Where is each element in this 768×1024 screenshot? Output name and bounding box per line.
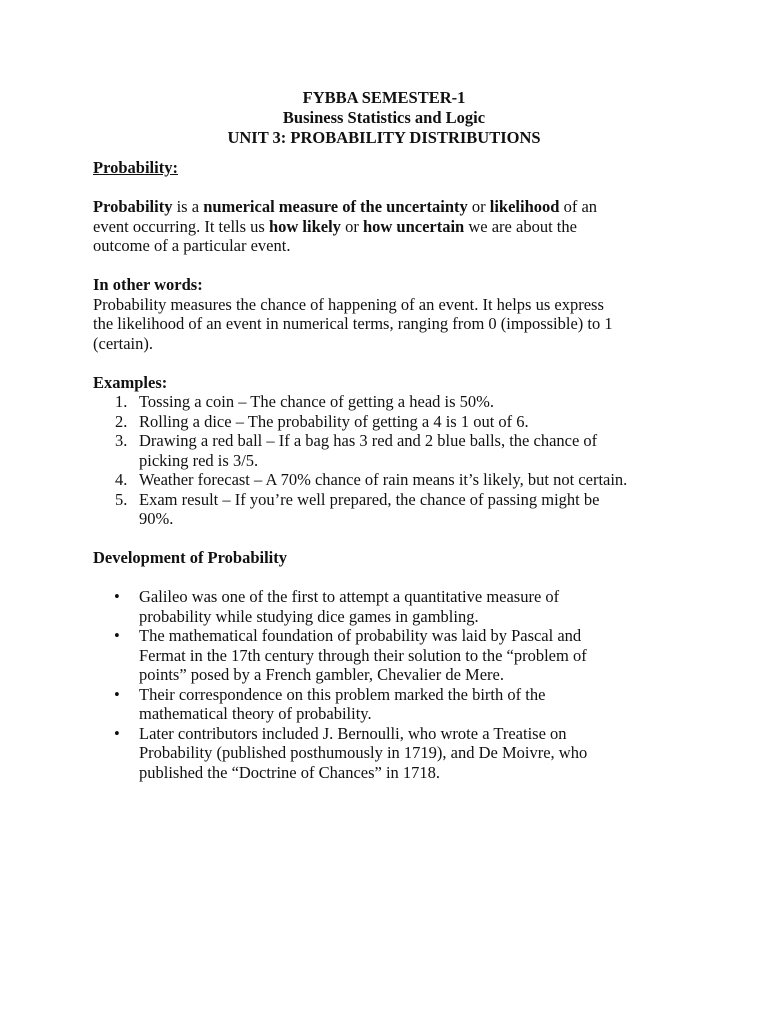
unit-title: UNIT 3: PROBABILITY DISTRIBUTIONS [227,128,541,147]
development-section [93,548,693,782]
list-item [93,490,693,529]
list-item-text: mathematical theory of probability. [139,704,372,723]
other-words-text: the likelihood of an event in numerical terms, ranging from 0 (impossible) to 1 [93,314,613,333]
list-number: 3. [115,431,128,450]
list-item-text: Rolling a dice – The probability of getting a 4 is 1 out of 6. [139,411,529,431]
list-item-text: published the “Doctrine of Chances” in 1718. [139,762,441,782]
other-words-text: Probability measures the chance of happening of an event. It helps us express [93,294,604,314]
bullet-icon: • [114,684,120,704]
list-item [93,626,693,685]
list-item [93,431,693,470]
list-item [93,392,693,412]
document-header [0,88,768,148]
list-item-text: Weather forecast – A 70% chance of rain means it’s likely, but not certain. [139,470,628,489]
probability-definition [93,197,693,256]
subject-title: Business Statistics and Logic [282,108,486,127]
def-text: or [467,197,490,216]
other-words-text: (certain). [93,333,153,353]
list-item-text: Exam result – If you’re well prepared, the chance of passing might be [139,489,600,509]
def-text: outcome of a particular event. [93,236,291,255]
def-emphasis: how uncertain [362,216,465,236]
list-item [93,685,693,724]
list-item-text: picking red is 3/5. [139,450,259,470]
list-number: 1. [115,392,128,411]
list-item-text: Fermat in the 17th century through their solution to the “problem of [139,645,587,665]
def-text: of an [559,197,598,216]
bullet-icon: • [114,626,120,645]
list-item [93,587,693,626]
list-item-text: The mathematical foundation of probability was laid by Pascal and [139,626,582,645]
def-emphasis: numerical measure of the uncertainty [203,197,468,216]
list-item-text: Later contributors included J. Bernoulli, who wrote a Treatise on [139,723,567,743]
examples-list [93,392,693,529]
def-text: is a [172,197,204,216]
list-item [93,470,693,490]
def-emphasis: how likely [268,216,341,236]
list-number: 4. [115,470,128,489]
examples-heading: Examples: [93,372,168,392]
def-text: we are about the [464,216,577,236]
list-item [93,412,693,432]
development-heading: Development of Probability [93,548,288,567]
list-number: 5. [115,489,128,509]
examples-section [93,373,693,529]
document-body [93,158,693,782]
other-words-section [93,275,693,353]
list-item-text: points” posed by a French gambler, Chevalier de Mere. [139,665,504,684]
list-item-text: 90%. [139,509,174,528]
bullet-icon: • [114,587,120,606]
list-number: 2. [115,411,128,431]
list-item-text: Probability (published posthumously in 1719), and De Moivre, who [139,743,588,762]
bullet-icon: • [114,723,120,743]
probability-heading: Probability: [93,158,178,177]
list-item-text: Their correspondence on this problem marked the birth of the [139,684,546,704]
list-item-text: Drawing a red ball – If a bag has 3 red and 2 blue balls, the chance of [139,431,598,450]
list-item [93,724,693,783]
course-title: FYBBA SEMESTER-1 [302,88,466,107]
other-words-heading: In other words: [93,275,203,294]
def-term: Probability [93,197,173,216]
list-item-text: Galileo was one of the first to attempt a quantitative measure of [139,587,560,606]
def-text: event occurring. It tells us [93,216,269,236]
development-list [93,587,693,782]
list-item-text: probability while studying dice games in gambling. [139,606,479,626]
list-item-text: Tossing a coin – The chance of getting a head is 50%. [139,392,495,411]
def-emphasis: likelihood [489,197,560,216]
def-text: or [340,216,363,236]
